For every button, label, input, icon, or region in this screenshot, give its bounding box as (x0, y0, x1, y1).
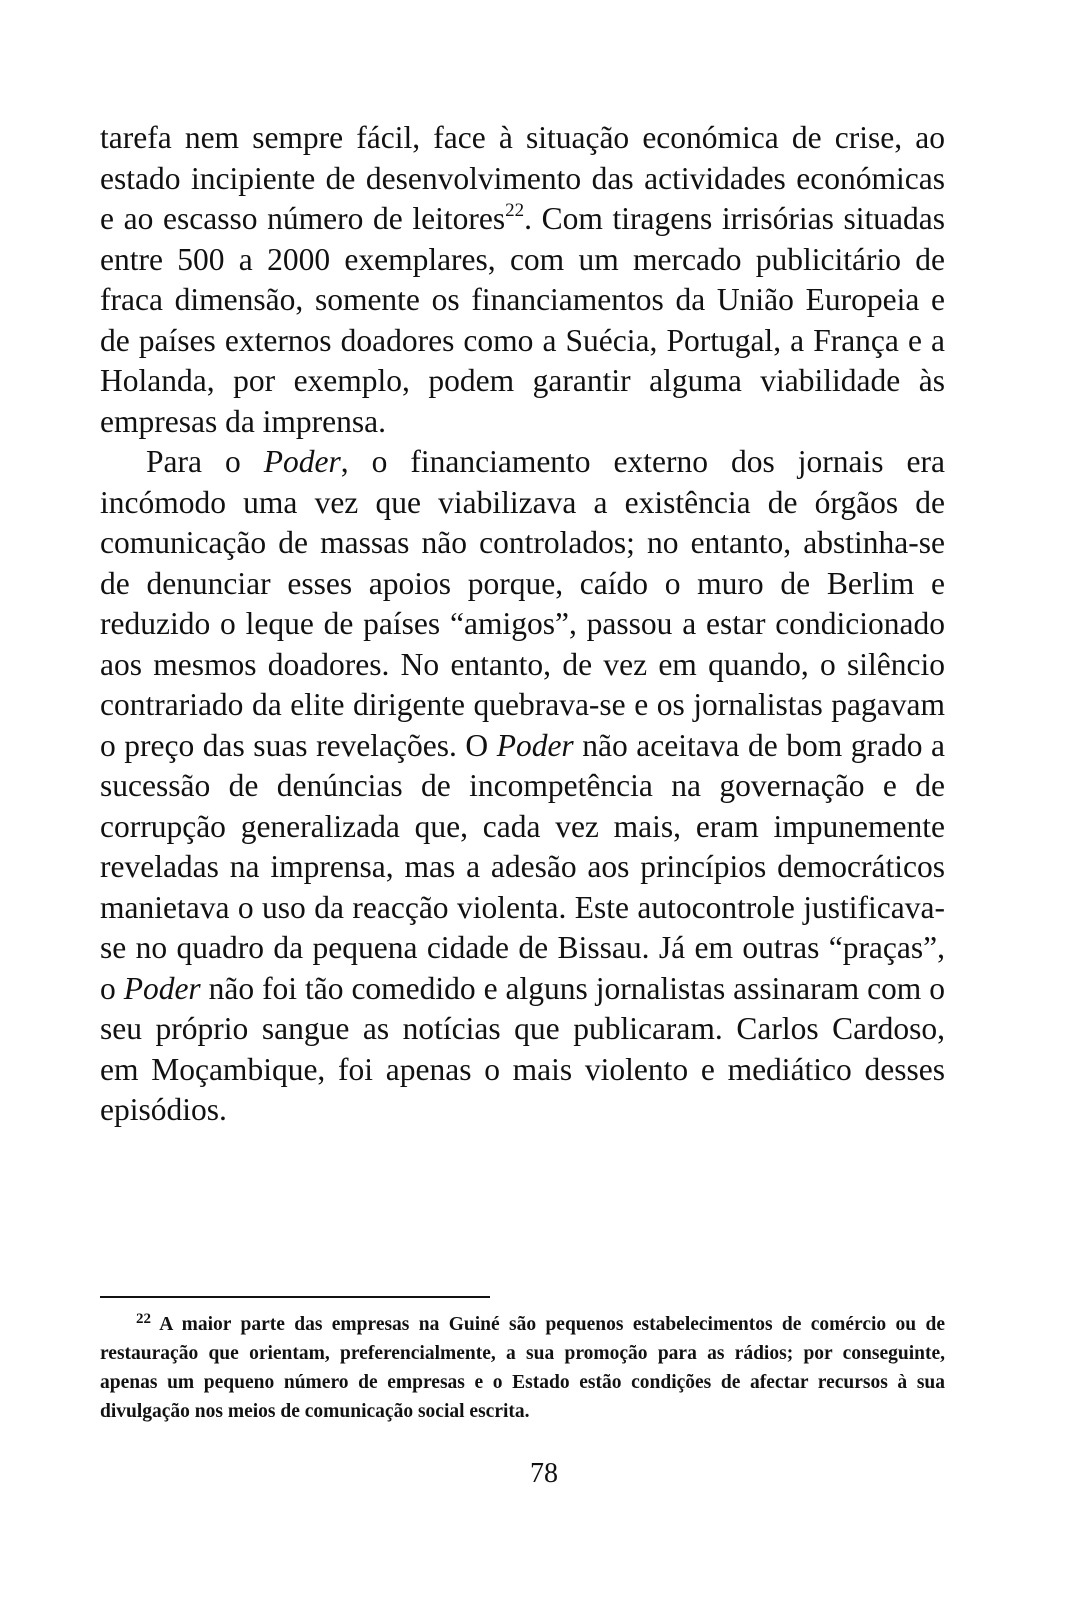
poder-italic-1: Poder (263, 444, 341, 479)
paragraph-2-text-c: não aceitava de bom grado a sucessão de denúncias de incompetência na governação e de corrupção generalizada que, cada vez mais, eram impunemente reveladas na imprensa, mas a adesão aos princípios democráticos manietava o uso da reacção violenta. Este autocontrole justificava-se no quadro da pequena cidade de Bissau. Já em outras “praças”, o (100, 727, 945, 1006)
poder-italic-2: Poder (496, 727, 574, 763)
paragraph-1 (100, 118, 945, 442)
paragraph-1-text-b: . Com tiragens irrisórias situadas entre 500 a 2000 exemplares, com um mercado publicitário de fraca dimensão, somente os financiamentos da União Europeia e de países externos doadores como a Suécia, Portugal, a França e a Holanda, por exemplo, podem garantir alguma viabilidade às empresas da imprensa. (100, 201, 945, 439)
paragraph-2-text-a: Para o (146, 444, 264, 479)
footnote-separator (100, 1296, 490, 1298)
paragraph-2-text-b: , o financiamento externo dos jornais era incómodo uma vez que viabilizava a existência de órgãos de comunicação de massas não controlados; no entanto, abstinha-se de denunciar esses apoios porque, caído o muro de Berlim e reduzido o leque de países “amigos”, passou a estar condicionado aos mesmos doadores. No entanto, de vez em quando, o silêncio contrariado da elite dirigente quebrava-se e os jornalistas pagavam o preço das suas revelações. O (100, 444, 945, 763)
poder-italic-3: Poder (123, 970, 201, 1006)
paragraph-2-text-d: não foi tão comedido e alguns jornalistas assinaram com o seu próprio sangue as notícias que publicaram. Carlos Cardoso, em Moçambique, foi apenas o mais violento e mediático desses episódios. (100, 970, 945, 1127)
footnote-text: A maior parte das empresas na Guiné são pequenos estabelecimentos de comércio ou de restauração que orientam, preferencialmente, a sua promoção para as rádios; por conseguinte, apenas um pequeno número de empresas e o Estado estão condições de afectar recursos à sua divulgação nos meios de comunicação social escrita. (100, 1314, 945, 1422)
footnote-reference: 22 (505, 200, 525, 221)
footnote (100, 1310, 945, 1426)
page-number: 78 (530, 1458, 558, 1489)
paragraph-1-text-a: tarefa nem sempre fácil, face à situação económica de crise, ao estado incipiente de desenvolvimento das actividades económicas e ao escasso número de leitores (100, 120, 945, 236)
paragraph-2 (100, 442, 945, 1131)
main-text (100, 118, 945, 1131)
footnote-number: 22 (136, 1311, 151, 1327)
